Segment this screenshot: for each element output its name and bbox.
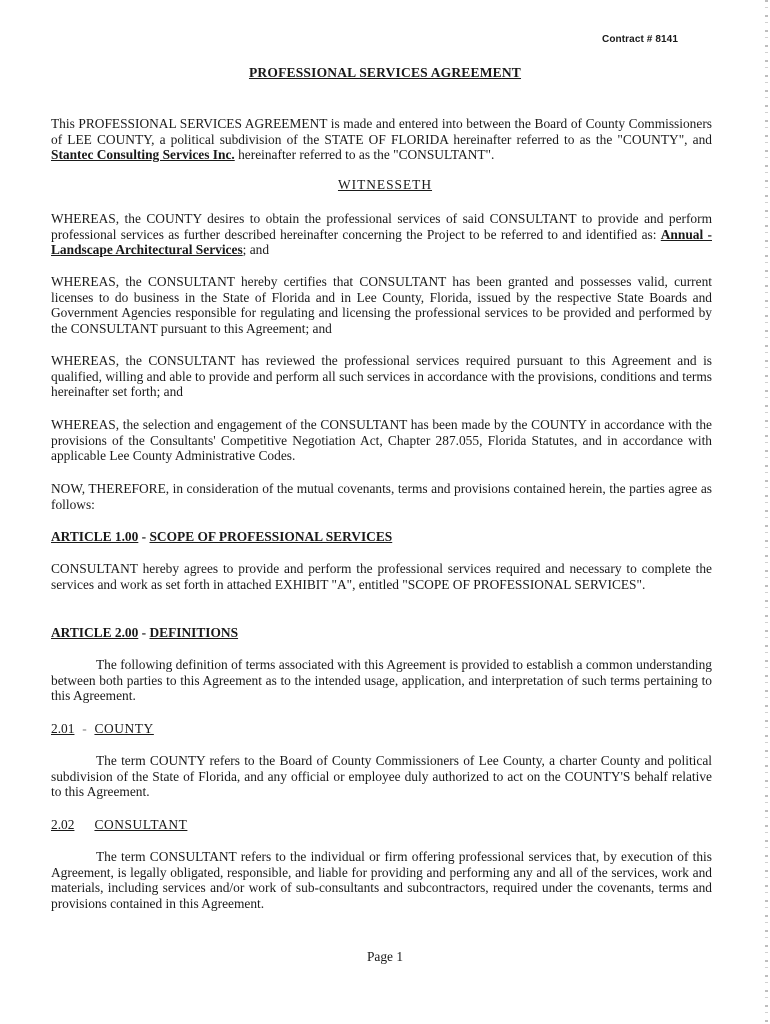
intro-paragraph (51, 116, 712, 163)
intro-text-b: hereinafter referred to as the "CONSULTANT". (234, 147, 495, 163)
page-number: Page 1 (366, 949, 404, 964)
now-therefore-paragraph: NOW, THEREFORE, in consideration of the mutual covenants, terms and provisions contained herein, the parties agree as follows: (51, 481, 712, 512)
whereas-paragraph-2: WHEREAS, the CONSULTANT hereby certifies that CONSULTANT has been granted and possesses valid, current licenses to do business in the State of Florida and in Lee County, Florida, issued by the respective State Boards and Government Agencies responsible for regulating and licensing the professional services to be provided and performed by the CONSULTANT pursuant to this Agreement; and (51, 274, 712, 336)
article-2-sep: - (138, 625, 150, 640)
section-2-02-number: 2.02 (51, 817, 75, 832)
scan-edge-artifact (765, 0, 768, 1024)
whereas-paragraph-3: WHEREAS, the CONSULTANT has reviewed the professional services required pursuant to this Agreement and is qualified, willing and able to provide and perform all such services in accordance with the provisions, conditions and terms hereinafter set forth; and (51, 353, 712, 400)
consultant-name: Stantec Consulting Services Inc. (51, 147, 235, 163)
contract-number: Contract # 8141 (602, 34, 678, 45)
article-2-title: DEFINITIONS (149, 625, 239, 640)
article-1-body: CONSULTANT hereby agrees to provide and perform the professional services required and necessary to complete the services and work as set forth in attached EXHIBIT "A", entitled "SCOPE OF PROFESSIONAL SERVICES". (51, 561, 712, 592)
whereas-1-text-a: WHEREAS, the COUNTY desires to obtain the professional services of said CONSULTANT to provide and perform professional services as further described hereinafter concerning the Project to be referred to and identified as: (51, 211, 712, 242)
section-2-02-title: CONSULTANT (94, 817, 188, 832)
article-1-number: ARTICLE 1.00 (51, 529, 139, 544)
article-2-heading (51, 625, 238, 641)
whereas-paragraph-1 (51, 211, 712, 258)
section-2-01-title: COUNTY (94, 721, 154, 736)
section-2-02-body: The term CONSULTANT refers to the individual or firm offering professional services that, by execution of this Agreement, is legally obligated, responsible, and liable for providing and performing any and all of the services, work and materials, including services and/or work of sub-consultants and subcontractors, required under the covenants, terms and provisions contained in this Agreement. (51, 849, 712, 911)
section-2-01-heading (51, 721, 154, 737)
article-1-heading (51, 529, 392, 545)
project-name: Annual - Landscape Architectural Services (51, 226, 712, 258)
article-1-sep: - (138, 529, 150, 544)
article-2-number: ARTICLE 2.00 (51, 625, 139, 640)
article-1-title: SCOPE OF PROFESSIONAL SERVICES (149, 529, 393, 544)
whereas-1-text-b: ; and (242, 242, 270, 258)
section-2-01-sep: - (82, 721, 87, 736)
section-2-01-number: 2.01 (51, 721, 75, 736)
witnesseth-heading: WITNESSETH (337, 177, 433, 192)
section-2-02-heading (51, 817, 187, 833)
section-2-01-body: The term COUNTY refers to the Board of County Commissioners of Lee County, a charter County and political subdivision of the State of Florida, and any official or employee duly authorized to act on the COUNTY'S behalf relative to this Agreement. (51, 753, 712, 800)
whereas-paragraph-4: WHEREAS, the selection and engagement of the CONSULTANT has been made by the COUNTY in accordance with the provisions of the Consultants' Competitive Negotiation Act, Chapter 287.055, Florida Statutes, and in accordance with applicable Lee County Administrative Codes. (51, 417, 712, 464)
article-2-body: The following definition of terms associated with this Agreement is provided to establish a common understanding between both parties to this Agreement as to the intended usage, application, and interpretation of such terms pertaining to this Agreement. (51, 657, 712, 704)
intro-text-a: This PROFESSIONAL SERVICES AGREEMENT is made and entered into between the Board of County Commissioners of LEE COUNTY, a political subdivision of the STATE OF FLORIDA hereinafter referred to as the "COUNTY", and (51, 116, 712, 147)
document-title: PROFESSIONAL SERVICES AGREEMENT (248, 65, 522, 80)
